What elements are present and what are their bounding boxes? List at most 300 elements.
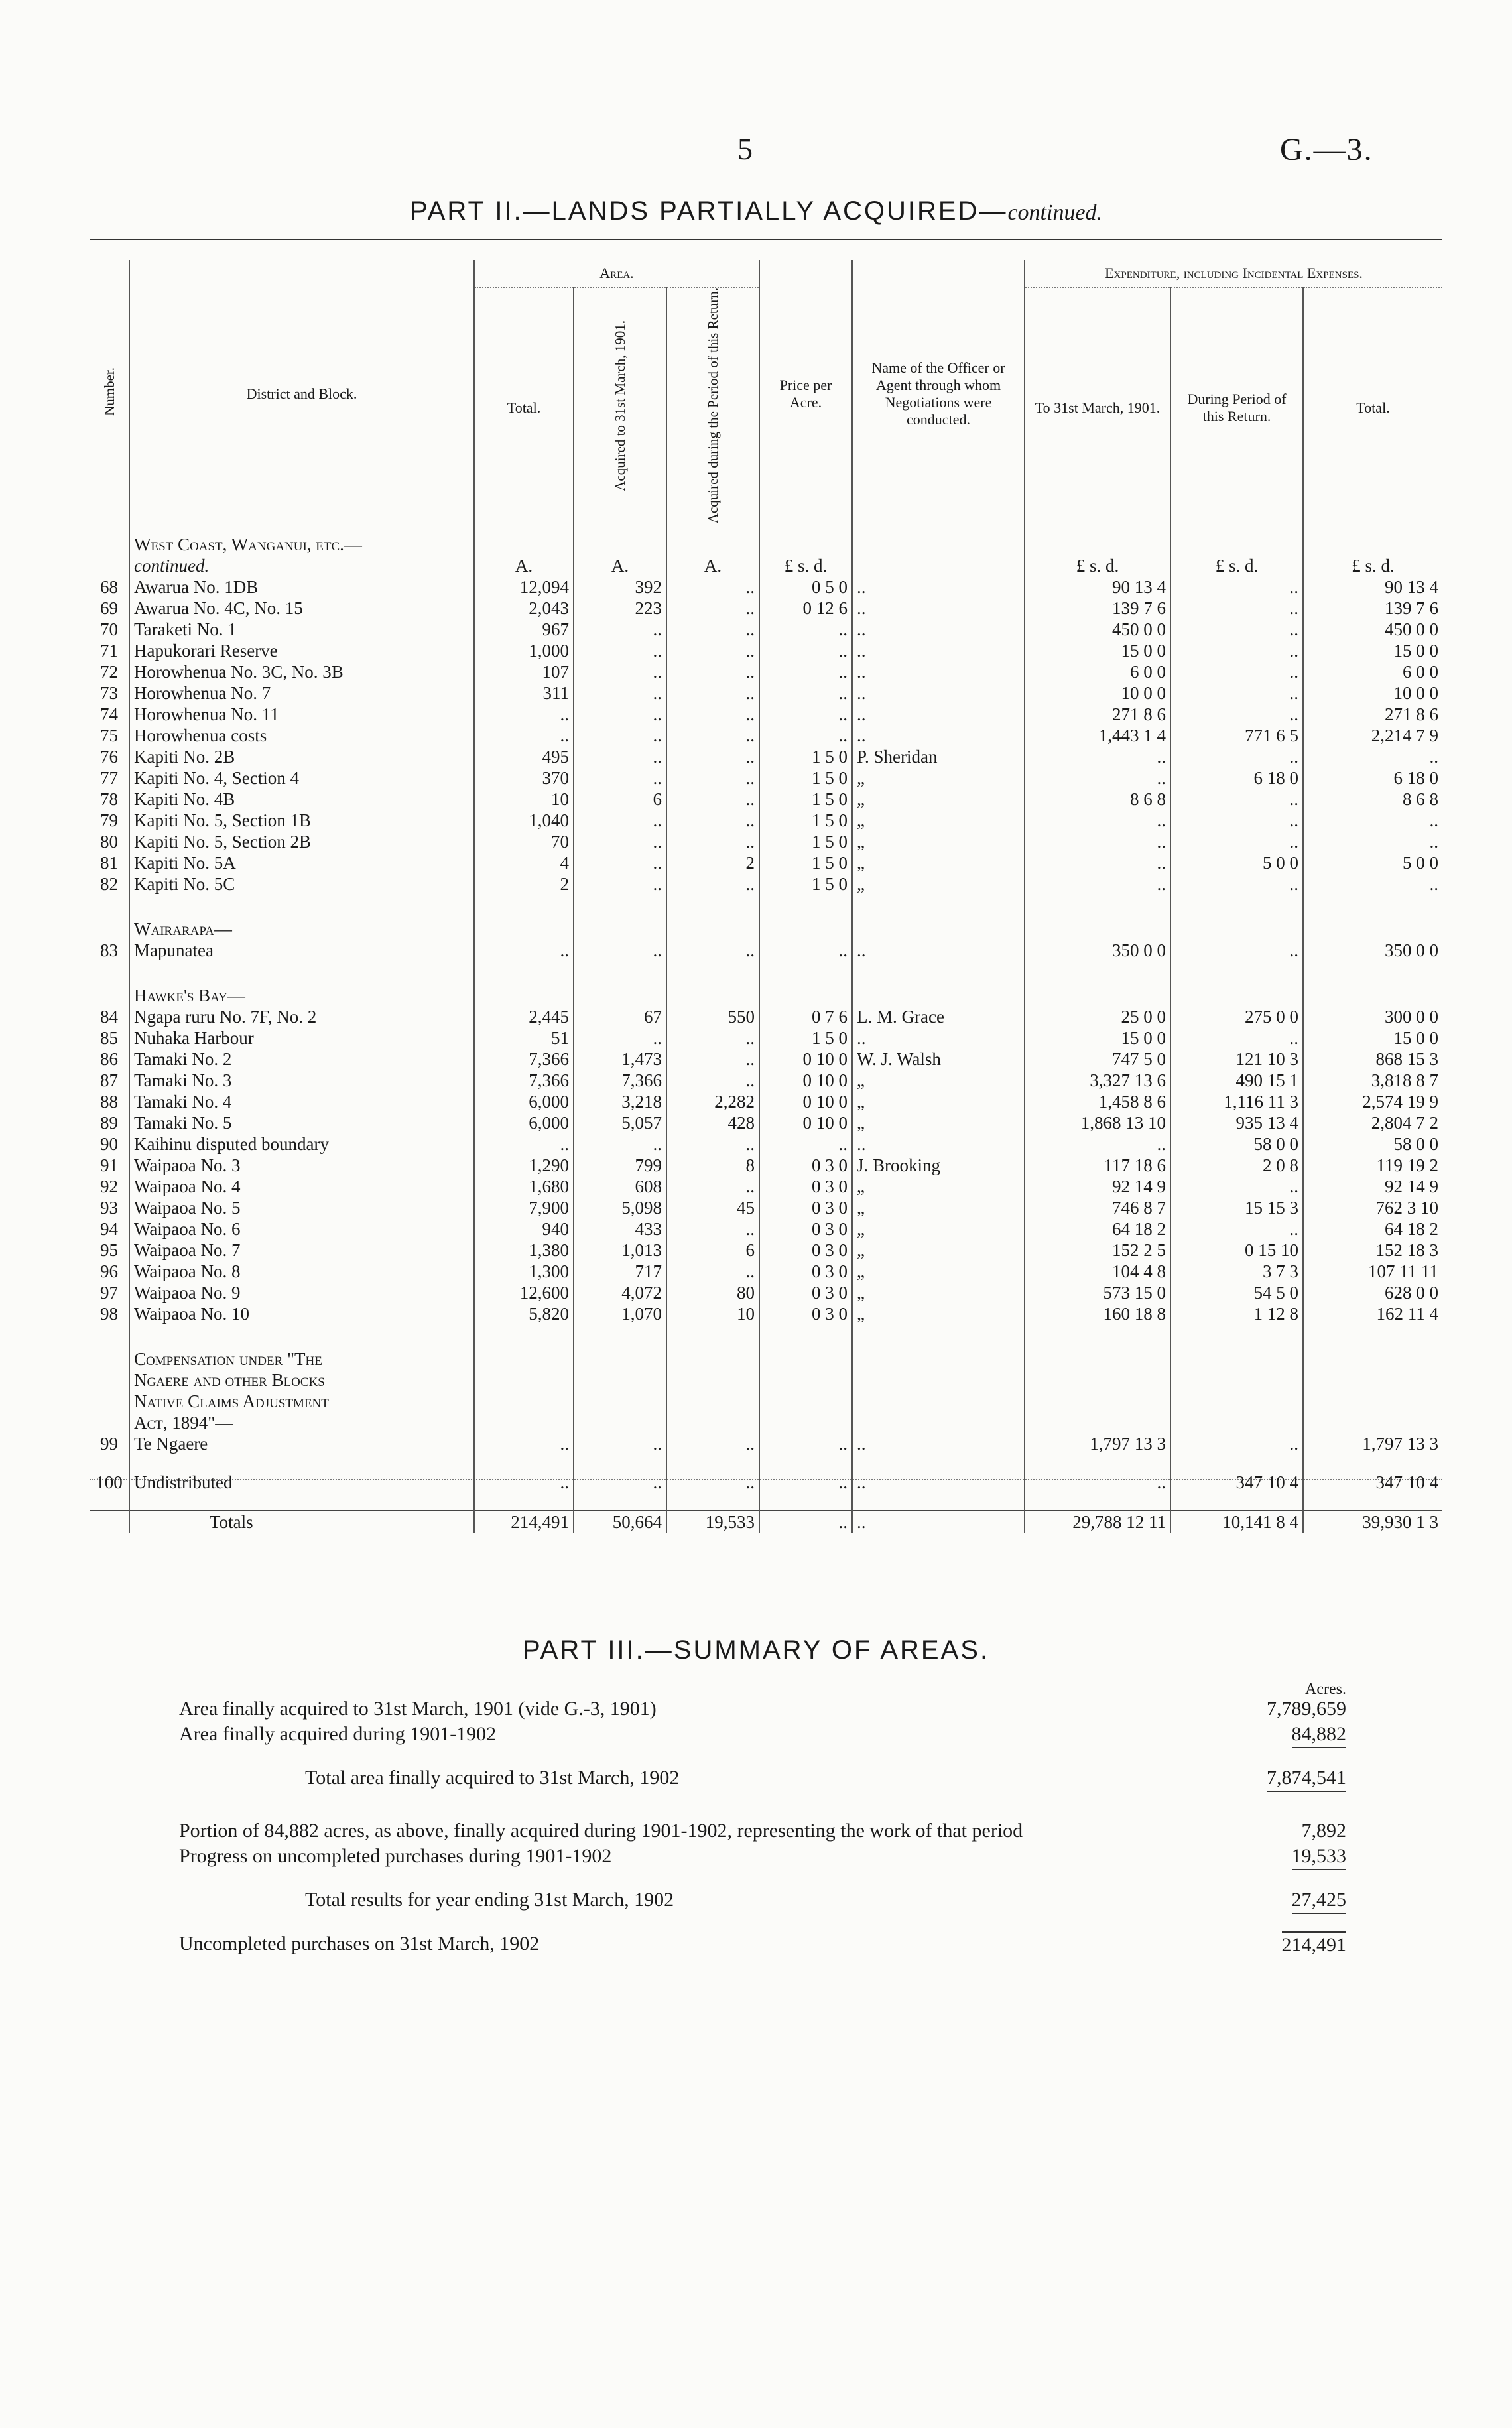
acquired-during-header: Acquired during the Period of this Return.	[666, 287, 759, 527]
district-block: Waipaoa No. 8	[129, 1261, 474, 1282]
area-total: 70	[474, 831, 574, 852]
table-row	[90, 1433, 1442, 1454]
row-number: 78	[90, 789, 129, 810]
expenditure-during: ..	[1170, 619, 1303, 640]
area-total: 4	[474, 852, 574, 873]
expenditure-total: 8 6 8	[1403, 789, 1439, 810]
acquired-to: ..	[574, 1027, 666, 1049]
acquired-to: ..	[574, 1472, 666, 1493]
table-row	[90, 661, 1442, 682]
expenditure-to: 8 6 8	[1025, 789, 1170, 810]
expenditure-during: ..	[1170, 661, 1303, 682]
district-block: Hapukorari Reserve	[129, 640, 474, 661]
expenditure-total: 2,804 7 2	[1371, 1113, 1439, 1133]
acquired-to: ..	[574, 746, 666, 767]
officer-name: ..	[852, 1511, 1025, 1533]
acquired-to: ..	[574, 767, 666, 789]
row-number: 96	[90, 1261, 129, 1282]
acres-header: Acres.	[1305, 1681, 1346, 1698]
summary-of-areas	[179, 1681, 1346, 1956]
area-total: ..	[474, 704, 574, 725]
acquired-to: ..	[574, 640, 666, 661]
expenditure-during: ..	[1170, 640, 1303, 661]
row-number: 91	[90, 1155, 129, 1176]
district-block: Awarua No. 4C, No. 15	[129, 598, 474, 619]
expenditure-total: 3,818 8 7	[1371, 1070, 1439, 1091]
totals-row	[90, 1511, 1442, 1533]
officer-name: ..	[852, 682, 1025, 704]
row-number: 75	[90, 725, 129, 746]
row-number: 71	[90, 640, 129, 661]
expenditure-to: 1,443 1 4	[1025, 725, 1170, 746]
price-per-acre: 0 5 0	[759, 576, 852, 598]
price-per-acre: 0 3 0	[759, 1240, 852, 1261]
district-block: Waipaoa No. 6	[129, 1218, 474, 1240]
summary-value: 214,491	[1282, 1931, 1347, 1960]
district-block: Ngapa ruru No. 7F, No. 2	[129, 1006, 474, 1027]
area-total: 940	[474, 1218, 574, 1240]
price-per-acre: 1 5 0	[759, 852, 852, 873]
summary-line	[179, 1722, 1346, 1747]
row-number: 93	[90, 1197, 129, 1218]
area-total: ..	[474, 940, 574, 961]
unit-money: £ s. d.	[1352, 556, 1395, 576]
acquired-to: 6	[574, 789, 666, 810]
acquired-during: ..	[666, 1176, 759, 1197]
district-block: Waipaoa No. 4	[129, 1176, 474, 1197]
price-per-acre: 0 3 0	[759, 1303, 852, 1324]
summary-value: 7,789,659	[1267, 1698, 1346, 1720]
expenditure-to: 15 0 0	[1025, 1027, 1170, 1049]
row-number: 72	[90, 661, 129, 682]
group-heading: continued.	[129, 555, 474, 576]
area-total: ..	[474, 1433, 574, 1454]
table-row	[90, 1218, 1442, 1240]
price-per-acre: 0 10 0	[759, 1049, 852, 1070]
exp-total-header: Total.	[1356, 399, 1390, 416]
expenditure-during: ..	[1170, 1218, 1303, 1240]
expenditure-to: 29,788 12 11	[1025, 1511, 1170, 1533]
expenditure-total: 628 0 0	[1385, 1283, 1439, 1303]
price-per-acre: 0 3 0	[759, 1176, 852, 1197]
expenditure-to: 450 0 0	[1025, 619, 1170, 640]
expenditure-during: ..	[1170, 789, 1303, 810]
acquired-during: ..	[666, 831, 759, 852]
expenditure-to: 746 8 7	[1025, 1197, 1170, 1218]
acquired-during: ..	[666, 810, 759, 831]
officer-name: ..	[852, 1472, 1025, 1493]
area-total: ..	[474, 725, 574, 746]
expenditure-during: ..	[1170, 576, 1303, 598]
acquired-to: ..	[574, 725, 666, 746]
table-row	[90, 746, 1442, 767]
price-per-acre: ..	[759, 619, 852, 640]
acquired-to: 608	[574, 1176, 666, 1197]
row-number: 100	[90, 1472, 129, 1493]
acquired-to: ..	[574, 940, 666, 961]
acquired-during: 45	[666, 1197, 759, 1218]
expenditure-to: 90 13 4	[1025, 576, 1170, 598]
district-block: Undistributed	[129, 1472, 474, 1493]
acquired-to: 3,218	[574, 1091, 666, 1112]
acquired-during: ..	[666, 940, 759, 961]
price-per-acre: 0 3 0	[759, 1261, 852, 1282]
expenditure-total: 15 0 0	[1393, 641, 1439, 661]
row-number: 94	[90, 1218, 129, 1240]
district-block: Mapunatea	[129, 940, 474, 961]
expenditure-during: 58 0 0	[1170, 1133, 1303, 1155]
expenditure-during: 771 6 5	[1170, 725, 1303, 746]
officer-name: J. Brooking	[852, 1155, 1025, 1176]
area-total: 12,600	[474, 1282, 574, 1303]
row-number: 70	[90, 619, 129, 640]
acquired-during: ..	[666, 746, 759, 767]
officer-name: ..	[852, 704, 1025, 725]
expenditure-during: ..	[1170, 598, 1303, 619]
expenditure-to: 92 14 9	[1025, 1176, 1170, 1197]
expenditure-total: 450 0 0	[1385, 619, 1439, 640]
row-number: 82	[90, 873, 129, 895]
row-number: 98	[90, 1303, 129, 1324]
table-row	[90, 619, 1442, 640]
officer-name: ..	[852, 1133, 1025, 1155]
officer-name: „	[852, 873, 1025, 895]
area-total: 2	[474, 873, 574, 895]
table-row	[90, 576, 1442, 598]
expenditure-to: 1,868 13 10	[1025, 1112, 1170, 1133]
expenditure-during: ..	[1170, 940, 1303, 961]
officer-name: „	[852, 1070, 1025, 1091]
expenditure-during: 15 15 3	[1170, 1197, 1303, 1218]
price-per-acre: ..	[759, 1133, 852, 1155]
acquired-to: 799	[574, 1155, 666, 1176]
price-per-acre: 1 5 0	[759, 873, 852, 895]
row-number: 99	[90, 1433, 129, 1454]
expenditure-total: 39,930 1 3	[1303, 1511, 1442, 1533]
expenditure-total: 107 11 11	[1368, 1261, 1439, 1282]
acquired-to: ..	[574, 852, 666, 873]
expenditure-during: 5 0 0	[1170, 852, 1303, 873]
expenditure-during: ..	[1170, 1027, 1303, 1049]
acquisitions-table	[90, 260, 1442, 1533]
part2-title-text: PART II.—LANDS PARTIALLY ACQUIRED—	[409, 196, 1008, 225]
table-row	[90, 831, 1442, 852]
summary-line	[179, 1887, 1346, 1913]
acquired-to: ..	[574, 1433, 666, 1454]
spacer-row	[90, 961, 1442, 978]
row-number	[90, 1511, 129, 1533]
expenditure-during: 2 0 8	[1170, 1155, 1303, 1176]
expenditure-to: ..	[1025, 852, 1170, 873]
price-per-acre: ..	[759, 704, 852, 725]
group-heading-row	[90, 555, 1442, 576]
unit-money: £ s. d.	[1025, 555, 1170, 576]
expenditure-during: ..	[1170, 831, 1303, 852]
expenditure-total: 1,797 13 3	[1362, 1434, 1439, 1454]
part3-title: PART III.—SUMMARY OF AREAS.	[522, 1635, 990, 1665]
row-number: 88	[90, 1091, 129, 1112]
district-block: Kapiti No. 4B	[129, 789, 474, 810]
price-per-acre: 1 5 0	[759, 767, 852, 789]
officer-name: „	[852, 1197, 1025, 1218]
district-block: Horowhenua No. 7	[129, 682, 474, 704]
acquired-to: 1,473	[574, 1049, 666, 1070]
row-number: 92	[90, 1176, 129, 1197]
expenditure-to: ..	[1025, 873, 1170, 895]
officer-name: „	[852, 1091, 1025, 1112]
row-number: 95	[90, 1240, 129, 1261]
expenditure-total: 350 0 0	[1385, 940, 1439, 961]
expenditure-to: ..	[1025, 1133, 1170, 1155]
acquired-during: ..	[666, 682, 759, 704]
spacer-row	[90, 895, 1442, 912]
area-total: 1,300	[474, 1261, 574, 1282]
table-row	[90, 1112, 1442, 1133]
district-block: Waipaoa No. 10	[129, 1303, 474, 1324]
spacer-row	[90, 1454, 1442, 1472]
expenditure-total: 10 0 0	[1393, 683, 1439, 704]
expenditure-to: ..	[1025, 810, 1170, 831]
table-row	[90, 1197, 1442, 1218]
expenditure-during: ..	[1170, 704, 1303, 725]
acquired-to: 4,072	[574, 1282, 666, 1303]
price-per-acre: 0 12 6	[759, 598, 852, 619]
table-row	[90, 682, 1442, 704]
acquired-to: 223	[574, 598, 666, 619]
row-number: 74	[90, 704, 129, 725]
officer-name: „	[852, 789, 1025, 810]
acquired-during: 80	[666, 1282, 759, 1303]
officer-name: „	[852, 1261, 1025, 1282]
row-number: 97	[90, 1282, 129, 1303]
acquired-during: ..	[666, 1433, 759, 1454]
expenditure-during: ..	[1170, 1176, 1303, 1197]
officer-name: „	[852, 810, 1025, 831]
acquired-during: 19,533	[666, 1511, 759, 1533]
area-total: ..	[474, 1133, 574, 1155]
summary-value: 27,425	[1292, 1887, 1347, 1914]
expenditure-during: ..	[1170, 1433, 1303, 1454]
area-total: 6,000	[474, 1112, 574, 1133]
summary-label: Portion of 84,882 acres, as above, finally acquired during 1901-1902, representing the work of that period	[179, 1820, 1023, 1842]
officer-name: „	[852, 1240, 1025, 1261]
expenditure-to: ..	[1025, 767, 1170, 789]
summary-label: Area finally acquired during 1901-1902	[179, 1723, 497, 1745]
expenditure-during: 275 0 0	[1170, 1006, 1303, 1027]
acquired-to: 717	[574, 1261, 666, 1282]
row-number: 90	[90, 1133, 129, 1155]
district-block: Tamaki No. 5	[129, 1112, 474, 1133]
district-block: Kapiti No. 5C	[129, 873, 474, 895]
area-total: 5,820	[474, 1303, 574, 1324]
district-block: Waipaoa No. 5	[129, 1197, 474, 1218]
row-number: 81	[90, 852, 129, 873]
area-total: 370	[474, 767, 574, 789]
expenditure-during: 6 18 0	[1170, 767, 1303, 789]
expenditure-total: 2,214 7 9	[1371, 726, 1439, 746]
area-total: 495	[474, 746, 574, 767]
table-row	[90, 1176, 1442, 1197]
table-row	[90, 873, 1442, 895]
expenditure-to: 160 18 8	[1025, 1303, 1170, 1324]
expenditure-during: ..	[1170, 873, 1303, 895]
district-block: Kapiti No. 5, Section 2B	[129, 831, 474, 852]
area-total: 1,040	[474, 810, 574, 831]
expenditure-during: 347 10 4	[1170, 1472, 1303, 1493]
officer-name: ..	[852, 725, 1025, 746]
header-row-1	[90, 260, 1442, 287]
unit-money: £ s. d.	[759, 555, 852, 576]
summary-line	[179, 1931, 1346, 1956]
area-total: 2,445	[474, 1006, 574, 1027]
acquired-to: 67	[574, 1006, 666, 1027]
document-reference: G.—3.	[1280, 132, 1373, 167]
acquired-during: ..	[666, 1027, 759, 1049]
officer-name: W. J. Walsh	[852, 1049, 1025, 1070]
expenditure-total: 762 3 10	[1375, 1198, 1439, 1218]
price-per-acre: ..	[759, 940, 852, 961]
summary-label: Total results for year ending 31st March, 1902	[305, 1889, 674, 1911]
expenditure-during: 935 13 4	[1170, 1112, 1303, 1133]
expenditure-during: 121 10 3	[1170, 1049, 1303, 1070]
acquired-to: 7,366	[574, 1070, 666, 1091]
acquired-during: ..	[666, 576, 759, 598]
expenditure-during: ..	[1170, 746, 1303, 767]
area-total: 311	[474, 682, 574, 704]
officer-name: ..	[852, 619, 1025, 640]
officer-name: „	[852, 852, 1025, 873]
district-block: Tamaki No. 3	[129, 1070, 474, 1091]
expenditure-total: ..	[1429, 810, 1439, 831]
expenditure-to: 139 7 6	[1025, 598, 1170, 619]
acquired-during: 550	[666, 1006, 759, 1027]
acquired-to: ..	[574, 704, 666, 725]
expenditure-to: ..	[1025, 1472, 1170, 1493]
group-heading-row	[90, 527, 1442, 555]
acquired-during: 428	[666, 1112, 759, 1133]
expenditure-to: 3,327 13 6	[1025, 1070, 1170, 1091]
summary-line	[179, 1696, 1346, 1722]
expenditure-total: 6 18 0	[1393, 768, 1439, 789]
price-per-acre: ..	[759, 640, 852, 661]
unit-acres: A.	[666, 555, 759, 576]
area-total: 6,000	[474, 1091, 574, 1112]
expenditure-to: 747 5 0	[1025, 1049, 1170, 1070]
exp-during-header: During Period of this Return.	[1170, 287, 1303, 527]
price-per-acre: ..	[759, 1511, 852, 1533]
expenditure-during: 54 5 0	[1170, 1282, 1303, 1303]
price-per-acre: ..	[759, 661, 852, 682]
acquired-during: 6	[666, 1240, 759, 1261]
table-row	[90, 940, 1442, 961]
group-heading: Hawke's Bay—	[129, 978, 474, 1006]
expenditure-to: 271 8 6	[1025, 704, 1170, 725]
district-block: Taraketi No. 1	[129, 619, 474, 640]
area-total-header: Total.	[474, 287, 574, 527]
expenditure-to: 573 15 0	[1025, 1282, 1170, 1303]
unit-money: £ s. d.	[1170, 555, 1303, 576]
expenditure-total: ..	[1429, 747, 1439, 767]
number-column-header: Number.	[90, 260, 129, 527]
area-total: 7,366	[474, 1049, 574, 1070]
district-block: Kapiti No. 5A	[129, 852, 474, 873]
expenditure-total: 868 15 3	[1375, 1049, 1439, 1070]
row-number: 87	[90, 1070, 129, 1091]
acquired-to: 433	[574, 1218, 666, 1240]
acquired-during: ..	[666, 704, 759, 725]
officer-name: L. M. Grace	[852, 1006, 1025, 1027]
expenditure-total: 162 11 4	[1376, 1304, 1439, 1324]
acquired-during: ..	[666, 598, 759, 619]
area-total: ..	[474, 1472, 574, 1493]
group-heading-row	[90, 1342, 1442, 1370]
price-per-acre: 0 10 0	[759, 1070, 852, 1091]
acquired-during: ..	[666, 725, 759, 746]
table-row	[90, 1472, 1442, 1493]
row-number: 73	[90, 682, 129, 704]
table-row	[90, 1282, 1442, 1303]
expenditure-during: 1 12 8	[1170, 1303, 1303, 1324]
district-block: Tamaki No. 2	[129, 1049, 474, 1070]
expenditure-group-header: Expenditure, including Incidental Expenses.	[1025, 260, 1442, 287]
expenditure-total: ..	[1429, 832, 1439, 852]
table-row	[90, 852, 1442, 873]
acquired-to: ..	[574, 810, 666, 831]
spacer-row	[90, 1324, 1442, 1342]
area-total: 107	[474, 661, 574, 682]
officer-name: „	[852, 831, 1025, 852]
group-heading: Compensation under "The	[129, 1342, 474, 1370]
part2-title-continued: continued.	[1007, 200, 1103, 225]
row-number: 76	[90, 746, 129, 767]
acquired-during: ..	[666, 873, 759, 895]
row-number: 68	[90, 576, 129, 598]
summary-label: Progress on uncompleted purchases during 1901-1902	[179, 1845, 612, 1867]
price-per-acre: 1 5 0	[759, 831, 852, 852]
row-number: 80	[90, 831, 129, 852]
officer-name: „	[852, 1218, 1025, 1240]
expenditure-to: 15 0 0	[1025, 640, 1170, 661]
expenditure-total: 139 7 6	[1385, 598, 1439, 619]
row-number: 89	[90, 1112, 129, 1133]
acquired-to-header: Acquired to 31st March, 1901.	[574, 287, 666, 527]
table-row	[90, 704, 1442, 725]
table-row	[90, 725, 1442, 746]
expenditure-total: 92 14 9	[1385, 1177, 1439, 1197]
price-per-acre: ..	[759, 725, 852, 746]
area-group-header: Area.	[474, 260, 759, 287]
summary-value: 84,882	[1292, 1722, 1347, 1748]
group-heading: Wairarapa—	[129, 912, 474, 940]
expenditure-during: 490 15 1	[1170, 1070, 1303, 1091]
acquired-during: 10	[666, 1303, 759, 1324]
group-heading-row	[90, 1391, 1442, 1412]
expenditure-during: 10,141 8 4	[1170, 1511, 1303, 1533]
expenditure-total: 300 0 0	[1385, 1007, 1439, 1027]
exp-to-header: To 31st March, 1901.	[1025, 287, 1170, 527]
expenditure-to: 1,458 8 6	[1025, 1091, 1170, 1112]
table-row	[90, 1070, 1442, 1091]
expenditure-to: 350 0 0	[1025, 940, 1170, 961]
expenditure-total: 64 18 2	[1385, 1219, 1439, 1240]
table-row	[90, 1049, 1442, 1070]
area-total: 1,380	[474, 1240, 574, 1261]
unit-acres: A.	[574, 555, 666, 576]
summary-label: Area finally acquired to 31st March, 1901 (vide G.-3, 1901)	[179, 1698, 657, 1720]
area-total: 12,094	[474, 576, 574, 598]
officer-name: ..	[852, 661, 1025, 682]
acquired-to: 5,098	[574, 1197, 666, 1218]
